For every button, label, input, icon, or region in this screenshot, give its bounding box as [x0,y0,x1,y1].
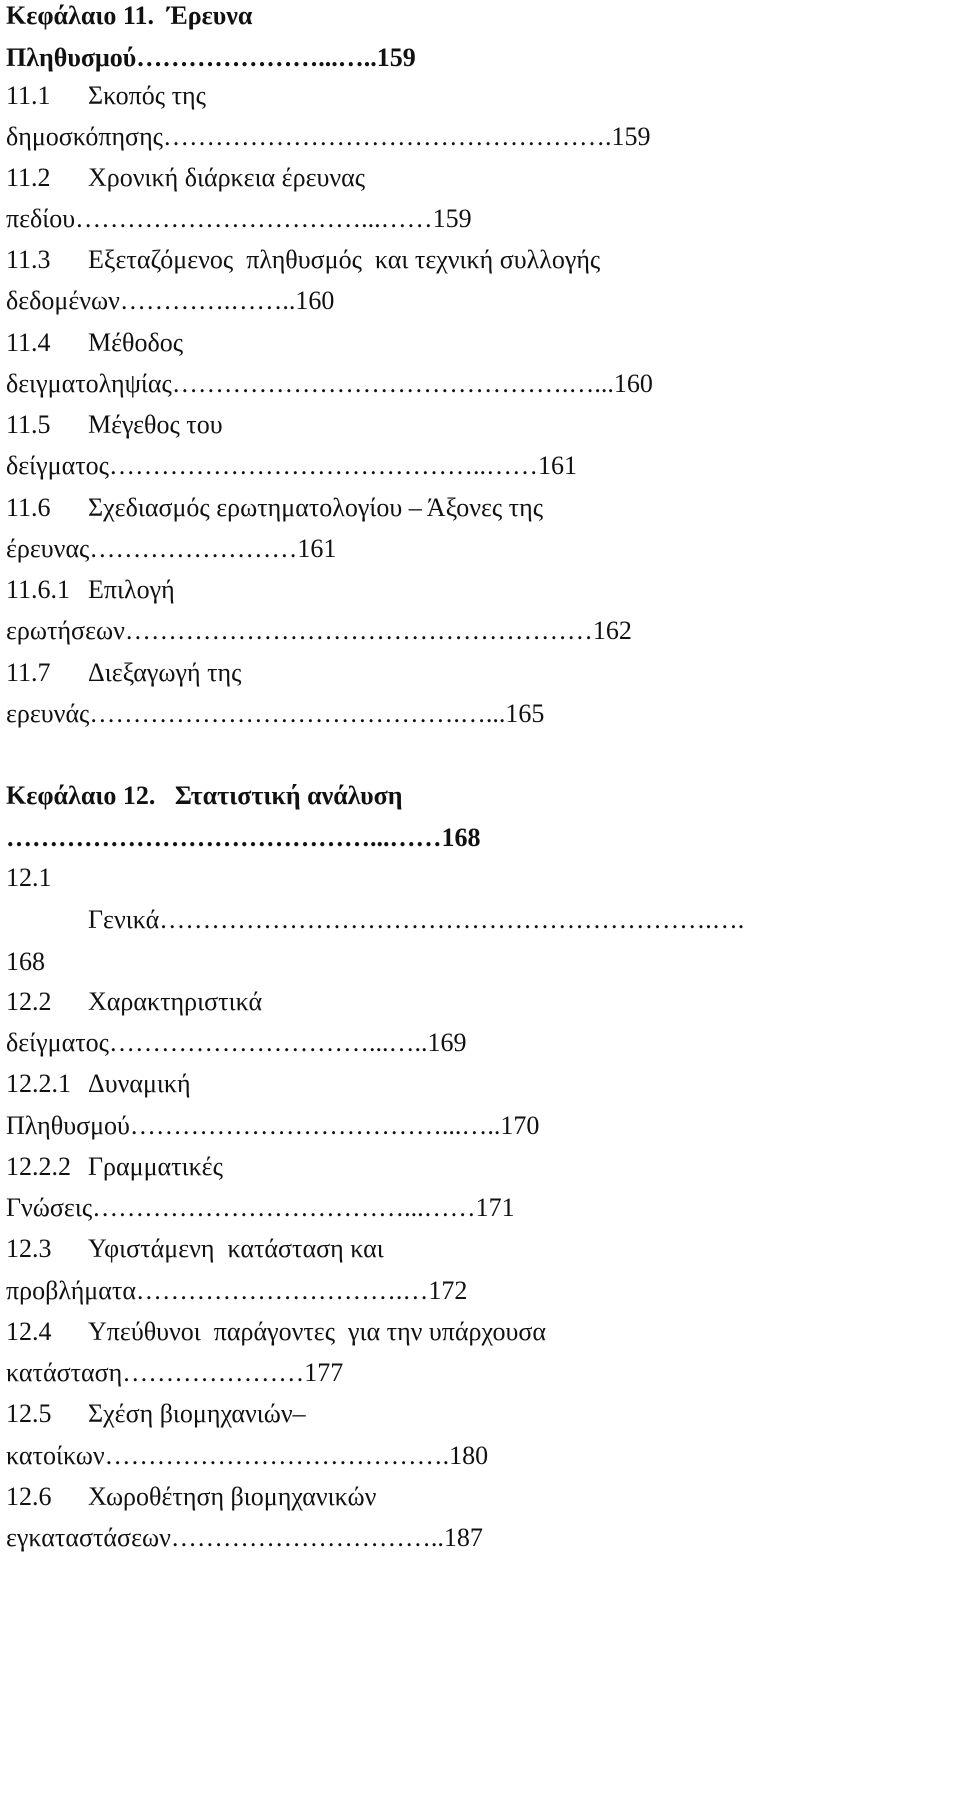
entry-number: 12.6 [6,1482,52,1511]
entry-number: 11.4 [6,328,51,357]
entry-number: 11.6.1 [6,575,71,604]
toc-entry-11-3-page: δεδομένων………….……..160 [6,286,335,315]
toc-entry-12-4-page: κατάσταση…………………177 [6,1358,344,1387]
toc-entry-12-1-page: 168 [6,947,45,976]
chapter-11-heading-page: Πληθυσμού…………………...…..159 [6,43,416,72]
toc-entry-11-6-1 [6,574,175,606]
toc-entry-11-6 [6,492,543,524]
entry-title: Χαρακτηριστικά [88,987,263,1016]
toc-entry-11-1-page: δημοσκόπησης…………………………………………….159 [6,122,651,151]
toc-entry-12-5 [6,1398,306,1430]
toc-entry-11-5 [6,409,223,441]
toc-entry-12-2 [6,986,262,1018]
entry-number: 11.1 [6,81,51,110]
entry-title: Μέθοδος [88,328,184,357]
entry-title: Δυναμική [88,1069,191,1098]
chapter-12-heading: Κεφάλαιο 12. Στατιστική ανάλυση [6,781,403,810]
toc-entry-12-6-page: εγκαταστάσεων…………………………..187 [6,1523,483,1552]
toc-entry-11-4-page: δειγματοληψίας……………………………………….…...160 [6,369,653,398]
toc-entry-12-2-1-page: Πληθυσμού………………………………...…..170 [6,1111,540,1140]
toc-entry-12-1-title: Γενικά……………………………………………………….…. [88,905,745,934]
entry-title: Διεξαγωγή της [88,658,242,687]
toc-entry-12-2-2-page: Γνώσεις………………………………...……171 [6,1193,515,1222]
entry-title: Χρονική διάρκεια έρευνας [88,163,366,192]
entry-number: 12.3 [6,1234,52,1263]
toc-entry-12-5-page: κατοίκων………………………………….180 [6,1441,489,1470]
toc-entry-12-2-1 [6,1068,191,1100]
toc-entry-12-4 [6,1316,546,1348]
chapter-11-heading: Κεφάλαιο 11. Έρευνα [6,1,253,30]
entry-number: 12.2 [6,987,52,1016]
entry-title: Γραμματικές [88,1152,223,1181]
entry-title: Χωροθέτηση βιομηχανικών [88,1482,377,1511]
toc-entry-11-5-page: δείγματος……………………………………..……161 [6,451,577,480]
entry-title: Σχεδιασμός ερωτηματολογίου – Άξονες της [88,493,544,522]
entry-number: 12.4 [6,1317,52,1346]
entry-title: Υφιστάμενη κατάσταση και [88,1234,384,1263]
toc-entry-11-3 [6,244,600,276]
toc-entry-11-2-page: πεδίου……………………………...……159 [6,204,472,233]
entry-number: 12.2.1 [6,1069,71,1098]
toc-entry-12-2-page: δείγματος…………………………...…..169 [6,1028,467,1057]
toc-entry-12-6 [6,1481,376,1513]
entry-number: 11.5 [6,410,51,439]
entry-title: Εξεταζόμενος πληθυσμός και τεχνική συλλογής [88,245,601,274]
entry-title: Μέγεθος του [88,410,223,439]
entry-title: Σχέση βιομηχανιών– [88,1399,306,1428]
toc-entry-11-7 [6,657,241,689]
entry-title: Υπεύθυνοι παράγοντες για την υπάρχουσα [88,1317,547,1346]
toc-entry-12-3-page: προβλήματα………………………….…172 [6,1276,468,1305]
entry-number: 11.7 [6,658,51,687]
entry-title: Σκοπός της [88,81,206,110]
toc-entry-11-2 [6,162,365,194]
toc-entry-11-6-1-page: ερωτήσεων………………………………………………162 [6,616,632,645]
toc-entry-12-1: 12.1 [6,863,52,892]
entry-title: Επιλογή [88,575,175,604]
entry-number: 12.2.2 [6,1152,71,1181]
toc-entry-12-3 [6,1233,384,1265]
chapter-12-heading-page: ……………………………………...……168 [6,823,481,852]
entry-number: 12.5 [6,1399,52,1428]
entry-number: 11.2 [6,163,51,192]
toc-entry-11-4 [6,327,183,359]
toc-entry-11-7-page: ερευνάς…………………………………….…...165 [6,699,545,728]
toc-entry-12-2-2 [6,1151,223,1183]
toc-entry-11-6-page: έρευνας……………………161 [6,534,337,563]
entry-number: 11.3 [6,245,51,274]
toc-entry-11-1 [6,80,206,112]
entry-number: 11.6 [6,493,51,522]
